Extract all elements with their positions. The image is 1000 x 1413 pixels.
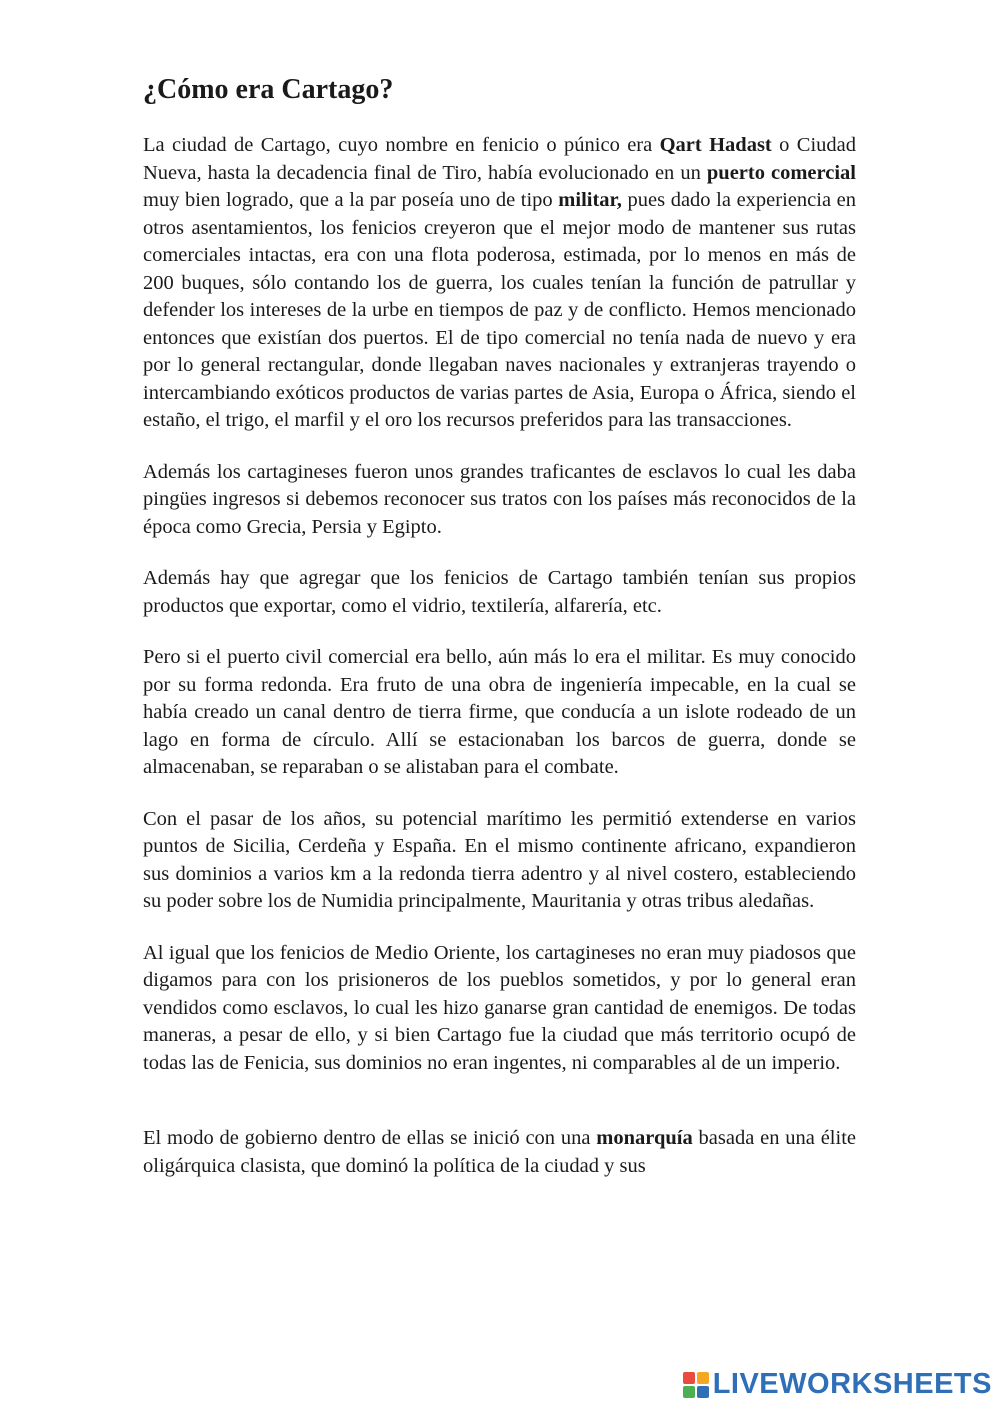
- logo-square-blue: [697, 1386, 709, 1398]
- paragraph-6: [143, 940, 856, 1078]
- bold-run-militar: militar,: [558, 189, 622, 211]
- text-run: o Ciudad Nueva, hasta la decadencia final de Tiro, había evolucionado en un: [143, 134, 856, 184]
- text-run: El modo de gobierno dentro de ellas se inició con una: [143, 1127, 597, 1149]
- text-run: Además los cartagineses fueron unos grandes traficantes de esclavos lo cual les daba pingües ingresos si debemos reconocer sus tratos con los países más reconocidos de la época como Grecia, Persia y Egipto.: [143, 460, 856, 538]
- text-run: pues dado la experiencia en otros asentamientos, los fenicios creyeron que el mejor modo de mantener sus rutas comerciales intactas, era con una flota poderosa, estimada, por lo menos en más de 200 buques, sólo contando los de guerra, los cuales tenían la función de patrullar y defender los intereses de la urbe en tiempos de paz y de conflicto. Hemos mencionado entonces que existían dos puertos. El de tipo comercial no tenía nada de nuevo y era por lo general rectangular, donde llegaban naves nacionales y extranjeras trayendo o intercambiando exóticos productos de varias partes de Asia, Europa o África, siendo el estaño, el trigo, el marfil y el oro los recursos preferidos para las transacciones.: [143, 189, 857, 431]
- text-run: muy bien logrado, que a la par poseía uno de tipo: [143, 189, 559, 211]
- bold-run-monarquia: monarquía: [596, 1127, 693, 1149]
- paragraph-7: [143, 1125, 856, 1180]
- logo-square-orange: [697, 1372, 709, 1384]
- paragraph-4: [143, 644, 856, 782]
- text-run: Pero si el puerto civil comercial era bello, aún más lo era el militar. Es muy conocido por su forma redonda. Era fruto de una obra de ingeniería impecable, en la cual se había creado un canal dentro de tierra firme, que conducía a un islote rodeado de un lago en forma de círculo. Allí se estacionaban los barcos de guerra, donde se almacenaban, se reparaban o se alistaban para el combate.: [143, 646, 856, 778]
- brand-text: LIVEWORKSHEETS: [712, 1368, 992, 1400]
- text-run: basada en una élite oligárquica clasista, que dominó la política de la ciudad y sus: [143, 1127, 856, 1177]
- document-page: [143, 72, 856, 1204]
- page-title: ¿Cómo era Cartago?: [143, 74, 394, 105]
- paragraph-1: [143, 132, 856, 435]
- liveworksheets-brand: [683, 1368, 992, 1401]
- text-run: Además hay que agregar que los fenicios de Cartago también tenían sus propios productos que exportar, como el vidrio, textilería, alfarería, etc.: [143, 567, 856, 617]
- paragraph-2: [143, 459, 856, 542]
- bold-run-puerto-comercial: puerto comercial: [706, 161, 856, 184]
- liveworksheets-logo-icon: [683, 1372, 709, 1398]
- text-run: Al igual que los fenicios de Medio Oriente, los cartagineses no eran muy piadosos que digamos para con los prisioneros de los pueblos sometidos, y por lo general eran vendidos como esclavos, lo cual les hizo ganarse gran cantidad de enemigos. De todas maneras, a pesar de ello, y si bien Cartago fue la ciudad que más territorio ocupó de todas las de Fenicia, sus dominios no eran ingentes, ni comparables al de un imperio.: [143, 941, 856, 1074]
- bold-run-qart-hadast: Qart Hadast: [659, 134, 772, 156]
- text-run: La ciudad de Cartago, cuyo nombre en fenicio o púnico era: [143, 134, 660, 156]
- paragraph-5: [143, 806, 856, 916]
- text-run: Con el pasar de los años, su potencial marítimo les permitió extenderse en varios puntos de Sicilia, Cerdeña y España. En el mismo continente africano, expandieron sus dominios a varios km a la redonda tierra adentro y al nivel costero, estableciendo su poder sobre los de Numidia principalmente, Mauritania y otras tribus aledañas.: [143, 807, 856, 912]
- paragraph-3: [143, 565, 856, 620]
- logo-square-green: [683, 1386, 695, 1398]
- logo-square-red: [683, 1372, 695, 1384]
